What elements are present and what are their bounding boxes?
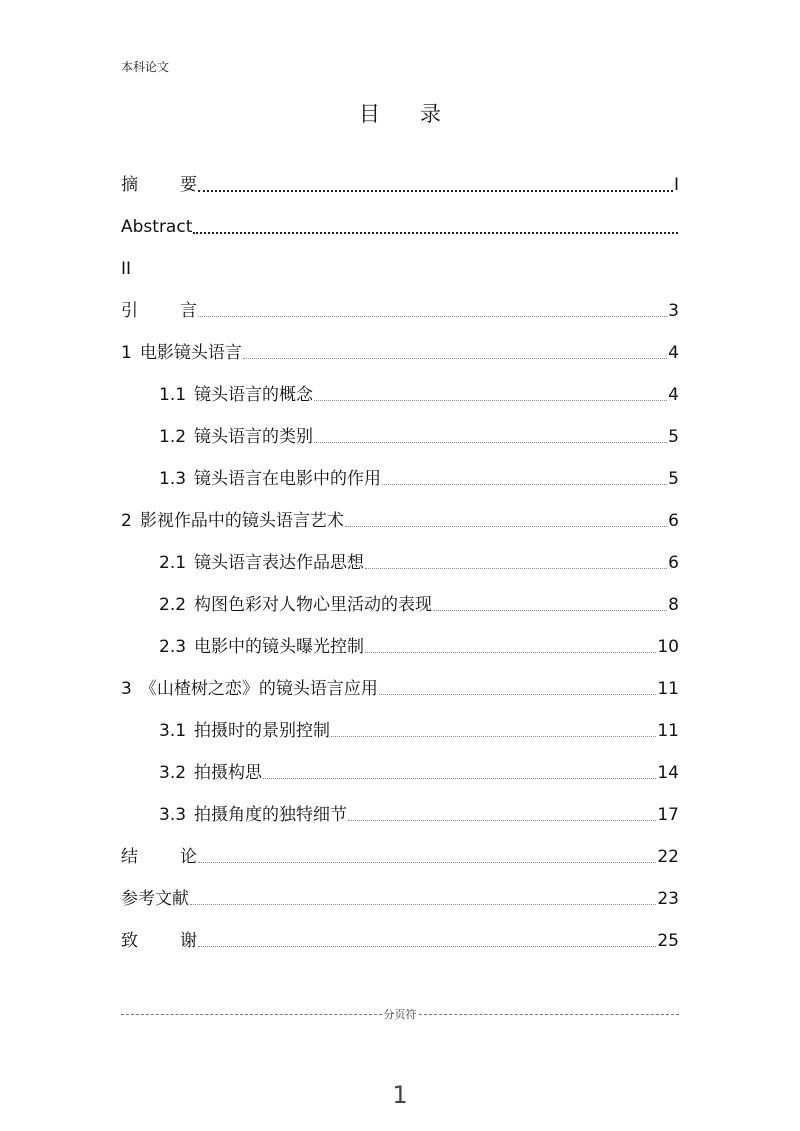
toc-label: 1 电影镜头语言 <box>121 343 242 363</box>
dot-leader <box>433 610 667 611</box>
toc-entry-references[interactable] <box>121 880 679 910</box>
toc-entry-section-1-1[interactable] <box>159 376 679 406</box>
toc-page-number: 4 <box>668 385 679 405</box>
dot-leader <box>193 232 678 234</box>
toc-entry-chapter-1[interactable] <box>121 334 679 364</box>
dot-leader <box>382 484 667 485</box>
toc-page-number: I <box>673 175 679 195</box>
toc-entry-chapter-3[interactable] <box>121 670 679 700</box>
toc-page-number: 5 <box>668 427 679 447</box>
toc-page-number: 6 <box>668 511 679 531</box>
toc-page-number: 17 <box>657 805 679 825</box>
toc-entry-section-2-1[interactable] <box>159 544 679 574</box>
dot-leader <box>198 862 656 863</box>
toc-label: 2.1 镜头语言表达作品思想 <box>159 553 365 573</box>
dot-leader <box>314 400 667 401</box>
toc-page-number: 23 <box>657 889 679 909</box>
dot-leader <box>190 904 656 905</box>
toc-entry-abstract-en-page <box>121 250 679 280</box>
dot-leader <box>348 820 656 821</box>
toc-page-number: 8 <box>668 595 679 615</box>
toc-entry-chapter-2[interactable] <box>121 502 679 532</box>
toc-page-number: 11 <box>657 679 679 699</box>
page-break-label: 分页符 <box>383 1008 417 1021</box>
toc-label: 1.2 镜头语言的类别 <box>159 427 314 447</box>
page-title <box>0 98 800 128</box>
toc-page-number: 3 <box>668 301 679 321</box>
toc-entry-section-2-3[interactable] <box>159 628 679 658</box>
toc-entry-acknowledgements[interactable] <box>121 922 679 952</box>
dot-leader <box>198 316 667 317</box>
title-char-1: 目 <box>359 102 380 126</box>
dashed-line-left <box>121 1014 382 1015</box>
toc-label: 2 影视作品中的镜头语言艺术 <box>121 511 344 531</box>
toc-entry-section-1-2[interactable] <box>159 418 679 448</box>
dot-leader <box>314 442 667 443</box>
page-number: 1 <box>392 1081 408 1109</box>
dot-leader <box>379 694 657 695</box>
toc-entry-section-2-2[interactable] <box>159 586 679 616</box>
dot-leader <box>198 190 673 192</box>
page-break-marker <box>121 1006 679 1022</box>
toc-page-number: 11 <box>657 721 679 741</box>
toc-label: 引 言 <box>121 301 197 321</box>
toc-entry-section-3-2[interactable] <box>159 754 679 784</box>
toc-label: 1.1 镜头语言的概念 <box>159 385 314 405</box>
toc-label: Abstract <box>121 217 193 237</box>
toc-label: 结 论 <box>121 847 197 867</box>
toc-page-number: 4 <box>668 343 679 363</box>
toc-entry-conclusion[interactable] <box>121 838 679 868</box>
dot-leader <box>365 568 667 569</box>
dot-leader <box>263 778 656 779</box>
running-header: 本科论文 <box>121 60 170 74</box>
dot-leader <box>243 358 667 359</box>
toc-label: 3 《山楂树之恋》的镜头语言应用 <box>121 679 378 699</box>
toc-label: 2.3 电影中的镜头曝光控制 <box>159 637 365 657</box>
toc-page-number: 22 <box>657 847 679 867</box>
dot-leader <box>198 946 656 947</box>
toc-label: 3.2 拍摄构思 <box>159 763 263 783</box>
toc-label: 致 谢 <box>121 931 197 951</box>
dot-leader <box>331 736 656 737</box>
toc-page-number: II <box>121 259 132 279</box>
toc-entry-section-3-3[interactable] <box>159 796 679 826</box>
toc-entry-intro[interactable] <box>121 292 679 322</box>
toc-entry-section-3-1[interactable] <box>159 712 679 742</box>
toc-page-number: 14 <box>657 763 679 783</box>
dot-leader <box>345 526 667 527</box>
dot-leader <box>365 652 656 653</box>
toc-label: 摘 要 <box>121 175 197 195</box>
toc-entry-section-1-3[interactable] <box>159 460 679 490</box>
title-char-2: 录 <box>420 102 441 126</box>
toc-label: 3.3 拍摄角度的独特细节 <box>159 805 348 825</box>
toc-entry-abstract-en[interactable] <box>121 208 679 238</box>
toc-entry-abstract-cn[interactable] <box>121 166 679 196</box>
toc-page-number: 10 <box>657 637 679 657</box>
toc-label: 3.1 拍摄时的景别控制 <box>159 721 331 741</box>
toc-page-number: 25 <box>657 931 679 951</box>
toc-label: 1.3 镜头语言在电影中的作用 <box>159 469 382 489</box>
toc-label: 2.2 构图色彩对人物心里活动的表现 <box>159 595 433 615</box>
toc-page-number: 6 <box>668 553 679 573</box>
toc-page-number: 5 <box>668 469 679 489</box>
dashed-line-right <box>419 1014 680 1015</box>
toc-label: 参考文献 <box>121 889 189 909</box>
